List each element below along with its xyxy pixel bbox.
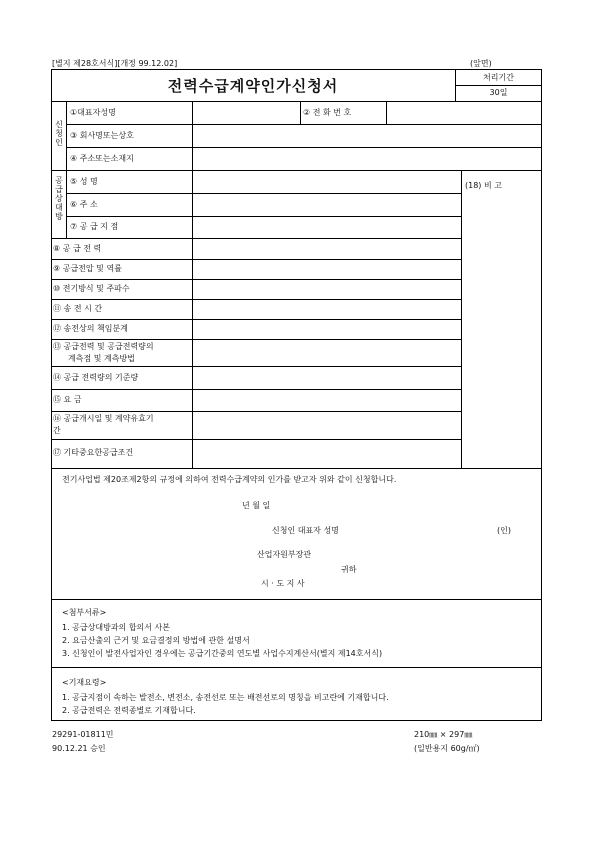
remarks-label: (18) 비 고 — [465, 181, 502, 190]
company-label: ③ 회사명또는상호 — [70, 131, 134, 140]
rep-name-label: ①대표자성명 — [70, 108, 116, 117]
measurement-label-1: ⑬ 공급전력 및 공급전력량의 — [53, 342, 154, 351]
method-label: ⑩ 전기방식 및 주파수 — [53, 284, 130, 293]
applicant-group-label: 신청인 — [55, 120, 63, 147]
attachment-item: 1. 공급상대방과의 합의서 사본 — [62, 623, 170, 632]
hours-label: ⑪ 송 전 시 간 — [53, 304, 103, 313]
attachment-item: 2. 요금산출의 근거 및 요금결정의 방법에 관한 설명서 — [62, 636, 250, 645]
counterparty-address-label: ⑥ 주 소 — [70, 200, 98, 209]
fee-label: ⑮ 요 금 — [53, 395, 82, 404]
other-conditions-label: ⑰ 기타중요한공급조건 — [53, 448, 134, 457]
supply-power-label: ⑧ 공 급 전 력 — [53, 244, 102, 253]
form-code: 29291-01811민 — [52, 730, 114, 739]
form-number: [별지 제28호서식][개정 99.12.02] — [52, 59, 178, 68]
supply-point-label: ⑦ 공 급 지 점 — [70, 222, 119, 231]
processing-period-value: 30일 — [489, 88, 508, 97]
voltage-label: ⑨ 공급전압 및 역률 — [53, 264, 122, 273]
form-title: 전력수급계약인가신청서 — [167, 76, 339, 95]
counterparty-group-label: 공급상대방 — [55, 176, 63, 221]
recipient-honorific: 귀하 — [341, 565, 357, 574]
address-label: ④ 주소또는소재지 — [70, 154, 134, 163]
instruction-item: 1. 공급지점이 속하는 발전소, 변전소, 송전선로 또는 배전선로의 명칭을 비고란에 기재합니다. — [62, 693, 389, 702]
attachment-item: 3. 신청인이 발전사업자인 경우에는 공급기간중의 연도별 사업수지계산서(별지 제14호서식) — [62, 649, 383, 658]
baseline-label: ⑭ 공급 전력량의 기준량 — [53, 373, 139, 382]
processing-period-label: 처리기간 — [483, 73, 514, 82]
declaration-statement: 전기사업법 제20조제2항의 규정에 의하여 전력수급계약의 인가를 받고자 위와 같이 신청합니다. — [62, 475, 397, 484]
phone-label: ② 전 화 번 호 — [303, 108, 352, 117]
period-label-2: 간 — [53, 426, 61, 435]
seal-mark: (인) — [497, 526, 511, 535]
page-side-label: (앞면) — [470, 59, 492, 68]
period-label-1: ⑯ 공급개시일 및 계약유효기 — [53, 414, 154, 423]
declaration-date: 년 월 일 — [242, 501, 271, 510]
paper-size: 210㎜ × 297㎜ — [414, 730, 473, 739]
attachments-heading: <첨부서류> — [62, 608, 107, 617]
measurement-label-2: 계측점 및 계측방법 — [68, 354, 135, 363]
paper-type: (일반용지 60g/㎡) — [414, 744, 480, 753]
counterparty-name-label: ⑤ 성 명 — [70, 177, 98, 186]
responsibility-label: ⑫ 송전상의 책임분계 — [53, 324, 128, 333]
instruction-item: 2. 공급전력은 전력종별로 기재합니다. — [62, 706, 196, 715]
approval-date: 90.12.21 승인 — [52, 744, 106, 753]
instructions-heading: <기재요령> — [62, 678, 107, 687]
recipient-minister: 산업자원부장관 — [257, 550, 312, 559]
signer-label: 신청인 대표자 성명 — [272, 526, 339, 535]
recipient-governor: 시 · 도 지 사 — [261, 579, 305, 588]
